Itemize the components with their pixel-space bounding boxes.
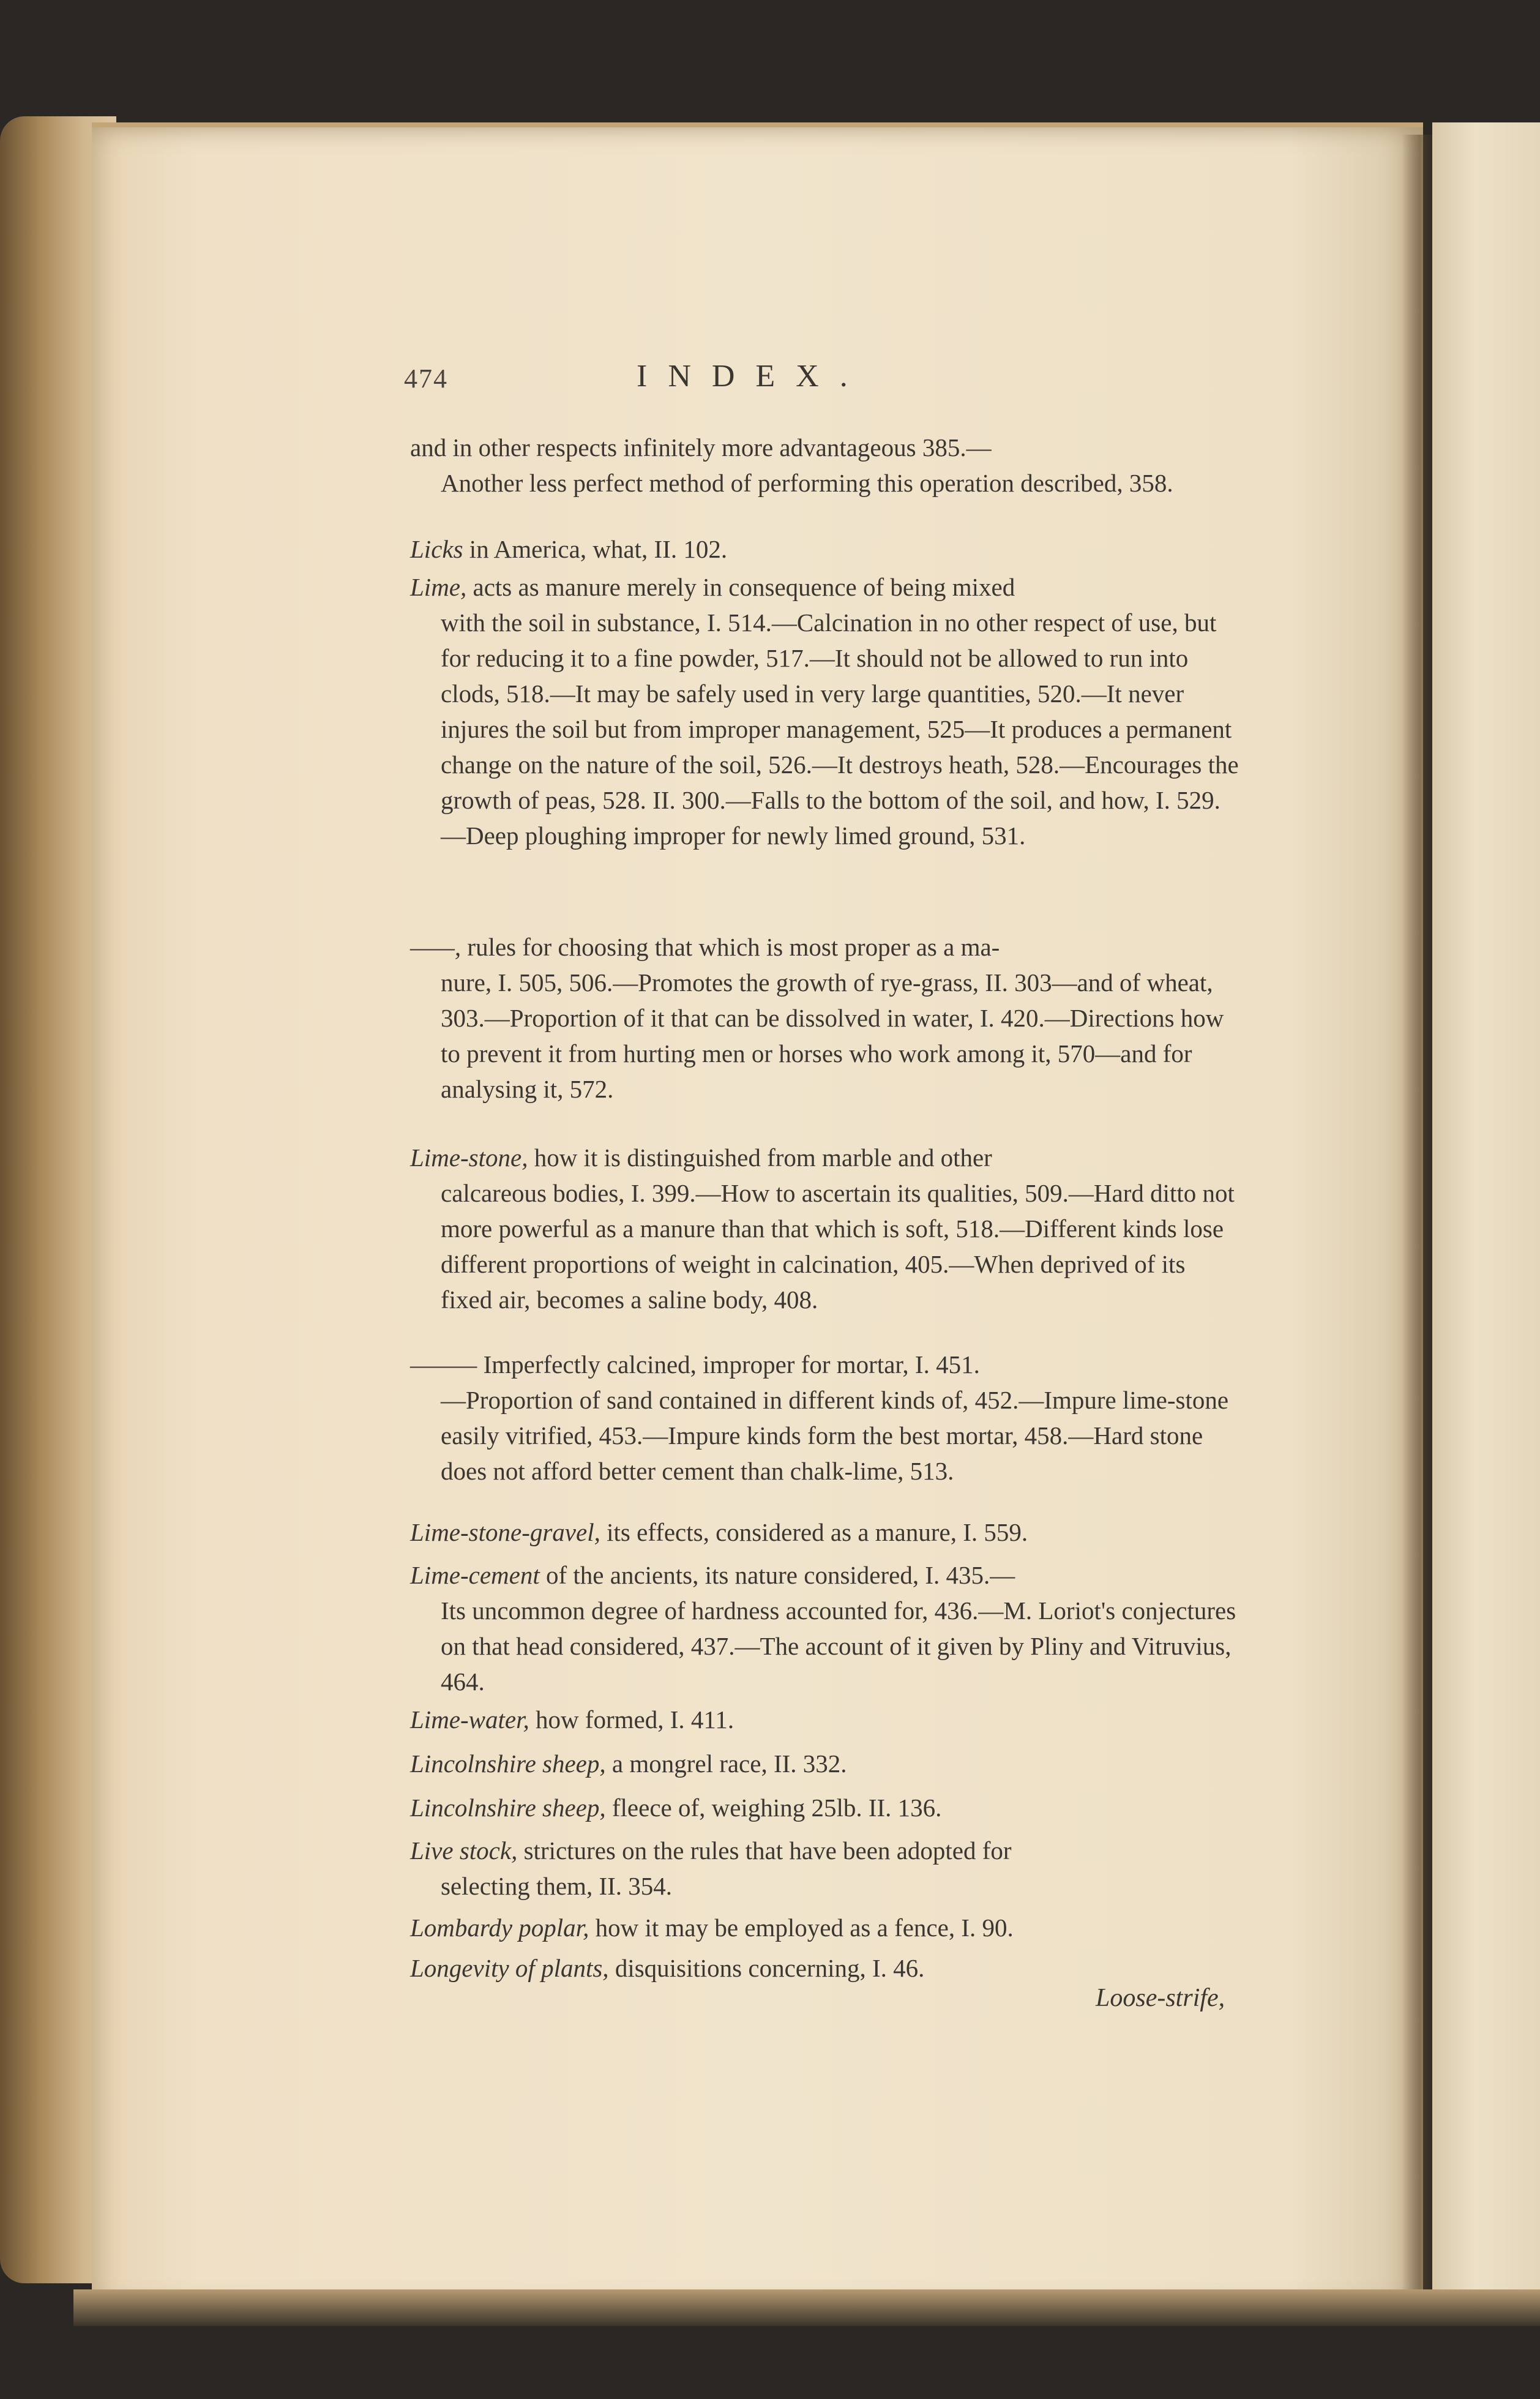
entry-headword: Lombardy poplar, [410, 1914, 589, 1942]
entry-headword: Lime-stone-gravel, [410, 1518, 600, 1546]
entry-headword: Lincolnshire sheep, [410, 1750, 606, 1778]
index-entry [410, 1746, 1243, 1781]
entry-first-line: Lime-water, how formed, I. 411. [410, 1705, 734, 1734]
catchword: Loose-strife, [1096, 1984, 1225, 2012]
entry-first-line: Licks in America, what, II. 102. [410, 535, 728, 563]
index-entry [410, 531, 1243, 567]
entry-first-line: Live stock, strictures on the rules that have been adopted for [410, 1836, 1012, 1865]
entry-first-line: ——, rules for choosing that which is most proper as a ma- [410, 933, 1000, 961]
entry-headword: Live stock, [410, 1836, 518, 1865]
index-entry [410, 1702, 1243, 1737]
entry-continuation: Its uncommon degree of hardness accounted for, 436.—M. Loriot's conjectures on that head considered, 437.—The account of it given by Pliny and Vitruvius, 464. [441, 1596, 1236, 1696]
entry-first-line: Lime-stone-gravel, its effects, considered as a manure, I. 559. [410, 1518, 1028, 1546]
entry-continuation: —Proportion of sand contained in different kinds of, 452.—Impure lime-stone easily vitrified, 453.—Impure kinds form the best mortar, 458.—Hard stone does not afford better cement than chalk-lime, 513. [441, 1386, 1229, 1485]
index-entry [410, 430, 1243, 501]
entry-headword: ——, [410, 933, 462, 961]
index-entry [410, 1557, 1243, 1699]
entry-first-line: Lincolnshire sheep, a mongrel race, II. 332. [410, 1750, 847, 1778]
running-head [404, 358, 1261, 401]
index-entry [410, 1950, 1243, 1986]
entry-continuation: nure, I. 505, 506.—Promotes the growth of rye-grass, II. 303—and of wheat, 303.—Proportion of it that can be dissolved in water, I. 420.—Directions how to prevent it from hurting men or horses who work among it, 570—and for analysing it, 572. [441, 968, 1224, 1103]
entry-headword: ——— [410, 1350, 477, 1379]
entry-first-line: Longevity of plants, disquisitions concerning, I. 46. [410, 1954, 925, 1982]
entry-first-line: Lime-cement of the ancients, its nature considered, I. 435.— [410, 1561, 1015, 1589]
entry-headword: Licks [410, 535, 463, 563]
entry-continuation: Another less perfect method of performing this operation described, 358. [441, 469, 1173, 497]
index-entry [410, 1514, 1243, 1550]
page-title: INDEX. [637, 359, 869, 394]
entry-headword: Lincolnshire sheep, [410, 1794, 606, 1822]
entry-headword: Lime, [410, 573, 467, 601]
entry-headword: Lime-stone, [410, 1143, 528, 1172]
index-entry [410, 1910, 1243, 1945]
entry-first-line: and in other respects infinitely more advantageous 385.— [410, 433, 992, 462]
page-number: 474 [404, 364, 448, 394]
entry-first-line: Lombardy poplar, how it may be employed as a fence, I. 90. [410, 1914, 1014, 1942]
index-entry [410, 1140, 1243, 1317]
entry-continuation: selecting them, II. 354. [441, 1872, 673, 1900]
entry-continuation: calcareous bodies, I. 399.—How to ascertain its qualities, 509.—Hard ditto not more powerful as a manure than that which is soft, 518.—Different kinds lose different proportions of weight in calcination, 405.—When deprived of its fixed air, becomes a saline body, 408. [441, 1179, 1235, 1314]
entry-first-line: Lime-stone, how it is distinguished from marble and other [410, 1143, 992, 1172]
entry-continuation: with the soil in substance, I. 514.—Calcination in no other respect of use, but for reducing it to a fine powder, 517.—It should not be allowed to run into clods, 518.—It may be safely used in very large quantities, 520.—It never injures the soil but from improper management, 525—It produces a permanent change on the nature of the soil, 526.—It destroys heath, 528.—Encourages the growth of peas, 528. II. 300.—Falls to the bottom of the soil, and how, I. 529.—Deep ploughing improper for newly limed ground, 531. [441, 608, 1239, 850]
facing-page-fragment [1432, 122, 1540, 2302]
entry-first-line: Lincolnshire sheep, fleece of, weighing 25lb. II. 136. [410, 1794, 942, 1822]
index-entry [410, 929, 1243, 1107]
entry-first-line: Lime, acts as manure merely in consequence of being mixed [410, 573, 1015, 601]
entry-headword: Lime-cement [410, 1561, 540, 1589]
entry-headword: Lime-water, [410, 1705, 529, 1734]
page-bottom-shadow [73, 2289, 1540, 2326]
entry-first-line: ——— Imperfectly calcined, improper for mortar, I. 451. [410, 1350, 980, 1379]
index-entry [410, 1833, 1243, 1904]
index-entry [410, 569, 1243, 853]
entry-headword: Longevity of plants, [410, 1954, 609, 1982]
index-entry [410, 1790, 1243, 1825]
index-entry [410, 1347, 1243, 1489]
